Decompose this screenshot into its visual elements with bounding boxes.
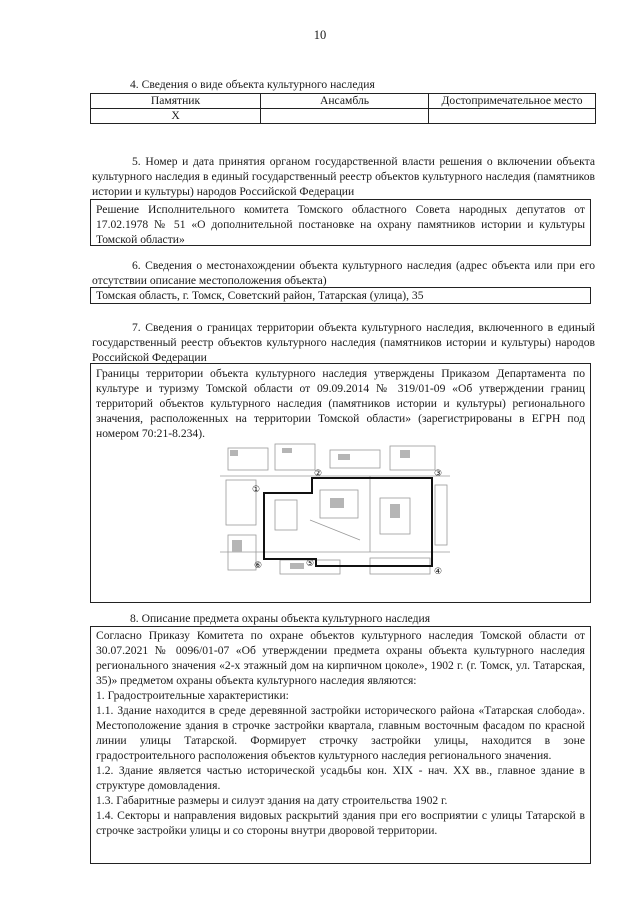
point-label-5: ⑤ — [305, 559, 315, 569]
section-8-heading: 8. Описание предмета охраны объекта культурного наследия — [130, 612, 431, 625]
section-4-heading: 4. Сведения о виде объекта культурного наследия — [130, 78, 375, 91]
boundary-map — [220, 440, 450, 580]
section-5-heading: 5. Номер и дата принятия органом государственной власти решения о включении объекта культурного наследия в единый государственный реестр объектов культурного наследия (памятников истории и культуры) народов Российской Федерации — [92, 155, 595, 198]
cadastral-background — [220, 444, 450, 574]
point-label-1: ① — [251, 485, 261, 495]
protection-subject-box — [90, 626, 591, 864]
point-label-3: ③ — [433, 469, 443, 479]
boundary-points — [252, 469, 442, 577]
boundaries-text: Границы территории объекта культурного наследия утверждены Приказом Департамента по культуре и туризму Томской области от 09.09.2014 № 319/01-09 «Об утверждении границ территорий объектов культурного наследия (памятников истории и культуры) регионального значения, расположенных на территории Томской области» (зарегистрированы в ЕГРН под номером 70:21-8.234). — [96, 367, 585, 440]
point-label-4: ④ — [433, 567, 443, 577]
mark-landmark — [429, 109, 596, 124]
protection-item: 1.2. Здание является частью исторической усадьбы кон. XIX - нач. XX вв., главное здание в структуре домовладения. — [96, 764, 585, 792]
protection-intro: Согласно Приказу Комитета по охране объектов культурного наследия Томской области от 30.07.2021 № 0096/01-07 «Об утверждении предмета охраны объекта культурного наследия регионального значения «2-х этажный дом на кирпичном цоколе», 1902 г. (г. Томск, ул. Татарская, 35)» предметом охраны объекта культурного наследия являются: — [96, 629, 585, 687]
mark-monument: Х — [91, 109, 261, 124]
col-landmark: Достопримечательное место — [429, 94, 596, 109]
mark-ensemble — [261, 109, 429, 124]
location-box: Томская область, г. Томск, Советский район, Татарская (улица), 35 — [90, 287, 591, 304]
page-number: 10 — [313, 28, 327, 42]
protection-item: 1.3. Габаритные размеры и силуэт здания на дату строительства 1902 г. — [96, 794, 448, 807]
col-monument: Памятник — [91, 94, 261, 109]
table-header-row — [91, 94, 596, 109]
protection-item: 1. Градостроительные характеристики: — [96, 689, 289, 702]
table-row — [91, 109, 596, 124]
inclusion-decision-box: Решение Исполнительного комитета Томского областного Совета народных депутатов от 17.02.1978 № 51 «О дополнительной постановке на охрану памятников истории и культуры Томской области» — [90, 199, 591, 246]
protection-item: 1.1. Здание находится в среде деревянной застройки исторического района «Татарская слобода». Местоположение здания в строчке застройки квартала, главным восточным фасадом по красной линии улицы Татарской. Формирует строчку застройки улицы, находится в зоне градостроительного расположения объектов культурного наследия регионального значения. — [96, 704, 585, 762]
col-ensemble: Ансамбль — [261, 94, 429, 109]
section-6-heading: 6. Сведения о местонахождении объекта культурного наследия (адрес объекта или при его отсутствии описание местоположения объекта) — [92, 259, 595, 287]
protection-item: 1.4. Секторы и направления видовых раскрытий здания при его восприятии с улицы Татарской в строчке застройки улицы и со стороны внутри дворовой территории. — [96, 809, 585, 837]
boundary-map-drawing — [220, 440, 450, 580]
boundary-outline — [264, 478, 432, 566]
point-label-2: ② — [313, 469, 323, 479]
section-7-heading: 7. Сведения о границах территории объекта культурного наследия, включенного в единый государственный реестр объектов культурного наследия (памятников истории и культуры) народов Российской Федерации — [92, 321, 595, 364]
point-label-6: ⑥ — [253, 561, 263, 571]
heritage-kind-table — [90, 93, 596, 124]
